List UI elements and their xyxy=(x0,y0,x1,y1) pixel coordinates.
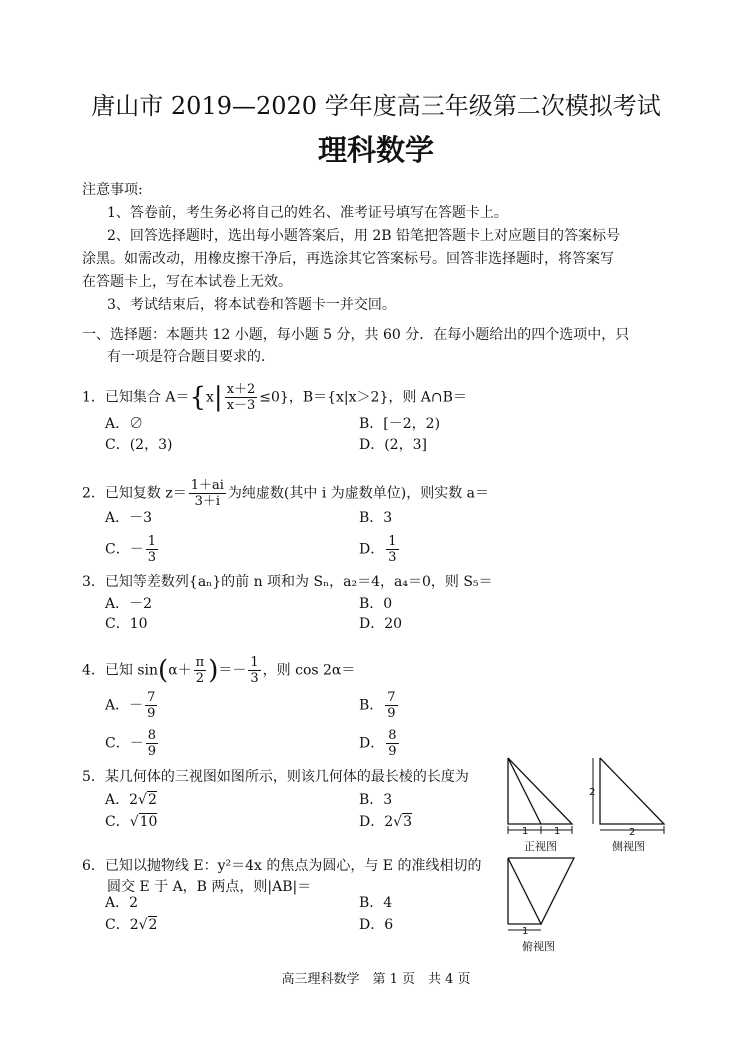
q4-b-label: B． xyxy=(359,697,384,714)
question-5-stem: 5．某几何体的三视图如图所示，则该几何体的最长棱的长度为 xyxy=(82,769,469,785)
q4-option-c xyxy=(105,728,160,759)
q6-c-pre: C．2 xyxy=(105,917,139,933)
question-6-stem-line2: 圆交 E 于 A，B 两点，则|AB|＝ xyxy=(107,879,312,895)
q4-d-den: 9 xyxy=(388,744,397,759)
q4-a-den: 9 xyxy=(147,706,156,721)
q2-c-label: C．－ xyxy=(105,541,144,558)
front-view xyxy=(508,758,572,834)
q4-option-b xyxy=(359,690,400,721)
side-height-label: 2 xyxy=(589,787,596,798)
section-heading-cont: 有一项是符合题目要求的． xyxy=(107,349,275,365)
q2-stem-a: 2．已知复数 z＝ xyxy=(82,485,187,502)
q2-c-den: 3 xyxy=(147,550,156,565)
q5-d-rad: 3 xyxy=(403,814,412,830)
q2-d-den: 3 xyxy=(388,550,397,565)
q1-fraction xyxy=(225,382,258,413)
notice-item-3: 3、考试结束后，将本试卷和答题卡一并交回。 xyxy=(107,297,396,313)
page-footer: 高三理科数学 第 1 页 共 4 页 xyxy=(281,972,471,987)
q4-b-num: 7 xyxy=(387,690,396,705)
q5-a-pre: A．2 xyxy=(105,792,139,808)
q4-c-fraction xyxy=(146,728,158,759)
q5-a-rad: 2 xyxy=(147,792,157,808)
q4-rhs-fraction xyxy=(248,655,260,686)
q2-option-c xyxy=(105,534,160,565)
notice-item-1: 1、答卷前，考生务必将自己的姓名、准考证号填写在答题卡上。 xyxy=(107,205,508,221)
q4-pi-den: 2 xyxy=(195,671,205,686)
q3-option-d: D．20 xyxy=(359,616,403,632)
q2-c-num: 1 xyxy=(147,534,156,549)
q5-c-rad: 10 xyxy=(139,814,158,830)
front-view-label: 正视图 xyxy=(524,840,557,853)
q4-option-d xyxy=(359,728,401,759)
q4-c-num: 8 xyxy=(147,728,156,743)
q4-b-den: 9 xyxy=(387,706,396,721)
q4-b-fraction xyxy=(385,690,397,721)
q4-pi-num: π xyxy=(195,655,205,670)
front-view-outline xyxy=(508,758,572,824)
q5-c-root: √ xyxy=(129,814,139,830)
q4-a-fraction xyxy=(145,690,157,721)
front-view-inner-edge xyxy=(508,758,541,824)
q1-x: x xyxy=(206,389,214,406)
top-view-label: 俯视图 xyxy=(522,940,555,953)
question-1-stem xyxy=(82,382,467,413)
q2-d-num: 1 xyxy=(388,534,397,549)
q4-a-label: A．－ xyxy=(105,697,144,714)
q6-c-root: √ xyxy=(138,917,148,933)
q4-rhs-num: 1 xyxy=(250,655,259,670)
notice-item-2-cont: 涂黑。如需改动，用橡皮擦干净后，再选涂其它答案标号。回答非选择题时，将答案写 xyxy=(82,251,614,267)
q2-option-b: B．3 xyxy=(359,510,393,526)
question-4-stem xyxy=(82,655,355,686)
q5-option-c xyxy=(105,812,157,832)
question-3-stem: 3．已知等差数列{aₙ}的前 n 项和为 Sₙ，a₂＝4，a₄＝0，则 S₅＝ xyxy=(82,574,493,590)
question-6-stem-line1: 6．已知以抛物线 E：y²＝4x 的焦点为圆心，与 E 的准线相切的 xyxy=(82,858,482,874)
q5-option-d xyxy=(359,812,412,832)
notice-heading: 注意事项: xyxy=(82,182,143,198)
q2-frac-num: 1＋ai xyxy=(190,478,224,493)
q1-frac-num: x＋2 xyxy=(226,382,256,397)
q4-d-num: 8 xyxy=(388,728,397,743)
q4-d-label: D． xyxy=(359,735,385,752)
q4-rhs-den: 3 xyxy=(250,671,259,686)
q6-option-b: B．4 xyxy=(359,895,393,911)
q2-stem-b: 为纯虚数(其中 i 为虚数单位)，则实数 a＝ xyxy=(227,485,490,502)
q4-option-a xyxy=(105,690,159,721)
q4-pi-fraction xyxy=(194,655,207,686)
three-view-figure xyxy=(500,752,680,962)
q1-option-c: C．(2，3) xyxy=(105,437,173,453)
exam-title: 唐山市 2019—2020 学年度高三年级第二次模拟考试 xyxy=(91,92,661,120)
q2-option-d xyxy=(359,534,401,565)
side-width-label: 2 xyxy=(629,827,636,838)
top-dim-label: 1 xyxy=(522,926,529,937)
q1-stem-b: ≤0}，B＝{x|x＞2}，则 A∩B＝ xyxy=(259,389,467,406)
q1-option-d: D．(2，3] xyxy=(359,437,427,453)
q5-option-a xyxy=(105,790,157,810)
top-view xyxy=(508,858,574,930)
q4-stem-b: ，则 cos 2α＝ xyxy=(262,662,356,679)
q2-d-fraction xyxy=(386,534,398,565)
side-view-label: 侧视图 xyxy=(612,840,645,853)
q5-d-pre: D．2 xyxy=(359,814,394,830)
q1-bar: | xyxy=(213,382,223,413)
q3-option-c: C．10 xyxy=(105,616,148,632)
front-dim-label-1b: 1 xyxy=(554,826,561,837)
section-heading: 一、选择题：本题共 12 小题，每小题 5 分，共 60 分．在每小题给出的四个选项中，只 xyxy=(82,327,630,343)
q6-c-rad: 2 xyxy=(148,917,158,933)
top-view-outline xyxy=(508,858,574,924)
q4-c-den: 9 xyxy=(147,744,156,759)
q4-paren-inner: α＋ xyxy=(168,662,192,679)
q2-frac-den: 3＋i xyxy=(194,494,221,509)
notice-item-2-end: 在答题卡上，写在本试卷上无效。 xyxy=(82,274,292,290)
q2-d-label: D． xyxy=(359,541,385,558)
front-dim-label-1a: 1 xyxy=(522,826,529,837)
q4-stem-a: 4．已知 sin xyxy=(82,662,159,679)
q2-fraction xyxy=(189,478,226,509)
q6-option-a: A．2 xyxy=(105,895,139,911)
q4-a-num: 7 xyxy=(147,690,156,705)
q4-rparen: ) xyxy=(208,655,219,686)
q4-lparen: ( xyxy=(158,655,169,686)
q1-stem-a: 1．已知集合 A＝ xyxy=(82,389,190,406)
q1-frac-den: x－3 xyxy=(226,398,256,413)
q5-a-root: √ xyxy=(138,792,147,808)
q5-option-b: B．3 xyxy=(359,792,393,808)
q4-eq: ＝－ xyxy=(218,662,247,679)
q4-c-label: C．－ xyxy=(105,735,144,752)
side-view-outline xyxy=(600,758,664,824)
q1-brace: { xyxy=(189,382,207,413)
notice-item-2: 2、回答选择题时，选出每小题答案后，用 2B 铅笔把答题卡上对应题目的答案标号 xyxy=(107,228,621,244)
q2-c-fraction xyxy=(146,534,158,565)
q2-option-a: A．－3 xyxy=(105,510,153,526)
q3-option-a: A．－2 xyxy=(105,596,153,612)
q4-d-fraction xyxy=(386,728,398,759)
question-2-stem xyxy=(82,478,489,509)
exam-subject: 理科数学 xyxy=(317,133,434,167)
q3-option-b: B．0 xyxy=(359,596,393,612)
q6-option-c xyxy=(105,915,157,935)
q5-c-pre: C． xyxy=(105,814,130,830)
q5-d-root: √ xyxy=(393,814,403,830)
side-view xyxy=(593,758,664,834)
q6-option-d: D．6 xyxy=(359,917,394,933)
q1-option-b: B．[－2，2) xyxy=(359,416,441,432)
q1-option-a: A．∅ xyxy=(105,416,144,432)
